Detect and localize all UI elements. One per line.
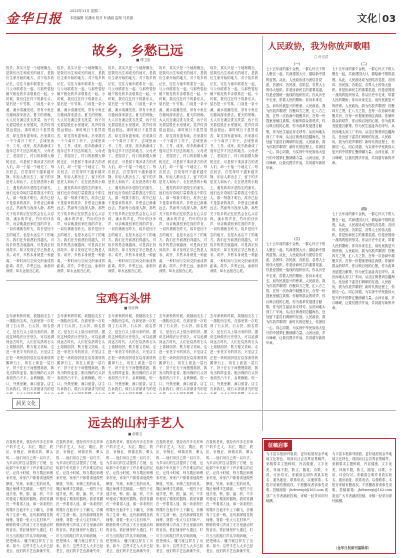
notice-title: 征稿启事	[264, 440, 292, 451]
article-body-hometown-col2: 故乡，其实只是一个地理概念，是我们出生和成长的地方，是我们生命开始的地方。对于故乡的记忆，往往与童年联系在一起，与父母联系在一起，与那些曾经朝夕相处的乡亲联系在一起。小时候，我们住在村子的最东头，屋后是一片竹林，门前是一条小溪，溪水清澈见底，常有小鱼在石缝间游来游去。夏天的傍晚，大人们在溪边洗衣洗菜，孩子们光着屁股在水里嬉戏，笑声传得很远很远。那时候日子虽然清苦，却过得有滋有味。后来我们一个个离开了村子，去城里读书、工作、成家，故乡渐渐成了逢年过节才回去的地方。父母老了，老屋旧了，村口的那棵大樟树还在，可是树下乘凉讲古的老人们，却一个接一个地走了。每次回去，总觉得村子越来越安静，年轻人都出去了，留下的多是老人和孩子。走在熟悉的小路上，遇见的却多是陌生的面孔，他们也好奇地打量着我这个陌生人。那一刻我才明白，故乡已经不是原来的故乡，乡愁也已渐渐远去。然而每当夜深人静，那些关于故乡的记忆依然会在心头浮现，溪水的声音，竹叶的沙沙声，母亲唤我回家吃饭的声音，一切仿佛就在昨天。故乡是回不去的地方，也是永远忘不了的地方。我们在外面漂泊得越久，对故乡的思念就越深，可是真正回到故乡，却又发现它早已物是人非。或许，乡愁本身就是一种距离，一种时间与空间交织而成的距离。故乡，乡愁已远，而那份深情，却永远留在心底。	[57, 66, 105, 273]
issue-date	[70, 8, 101, 13]
notice-body-col2: 为丰富本报副刊版面，更好地展现金华地域文化特色，现面向社会各界征集稿件。来稿要求主题鲜明，内容健康，文字优美，体裁不限，散文、随笔、诗歌、小说、评论均可。来稿请注明作者真实姓名、通讯地址、联系电话，以便联系。本报对来稿有删改权，不愿删改者请事先说明。投稿邮箱：jhrbwenyi@163.com 欢迎广大作者踊跃投稿，来稿一经采用即付稿酬。	[332, 452, 392, 503]
row-divider-2	[6, 410, 396, 411]
poem-text-4: 七十五年前的那个金秋，一群心怀天下的人聚在一起，共商建国大计，描绘新中国的蓝图。从此，人民政协成为团结各党派、各团体、各民族、各阶层、各界人士的伟大组织。你是协商民主的重要渠道，你是爱国统一战线的组织形式。你从历史中走来，带着人民的期盼；你向未来走去，肩负民族复兴的使命。人民政协，我为你放声歌唱！你聚四方之贤，汇八方之智，在每一次协商中凝聚共识，在每一份提案里倾注真情。你倾听群众的呼声，你反映百姓的心愿，你为改革发展建言献策，你为民生福祉奔走呼号。从田间地头到工厂车间，从社区街巷到边疆海岛，处处留下委员们调研的足迹。人民政协，我为你放声歌唱！新时代的征程上，你团结一心，同心同德，为实现中华民族伟大复兴的中国梦汇聚磅礴力量。山河壮丽，岁月峥嵘，让我们携手并肩，共同谱写新的华章。	[332, 212, 395, 311]
row-divider	[6, 280, 258, 281]
article-body-artisans-col4: 在我的老家，曾经有许多走村串户的手艺人，木匠、篾匠、铁匠、补锅匠、弹棉花的、剃头的……他们用自己的一双巧手，为乡亲们的生活提供了方便，也给那个年代留下了许多难忘的记忆。记得小时候，每当篾匠师傅来村里，家家户户都要请他做些箩筐、竹席、米筛之类的用具。篾匠师傅手艺精湛，一根竹子在他手里，劈、削、编、织，不多时便成了精美的器物。我常常蹲在一旁看得入迷，那一条条细长的篾片在他手中上下翻飞，仿佛有了生命一般。还有那弹棉花的师傅，背着一张大弓走村串户，嘭嘭的弹弓声成了冬日里最动听的音乐。铁匠铺里炉火通红，叮叮当当的敲打声从早响到晚，一把把锄头、镰刀就这样打了出来。如今，这些手艺人大多已经老去，他们的手艺也渐渐失传，	[156, 440, 203, 554]
article-body-stone-cake-col5: 去年深秋的时候，我随朋友去了一趟陕西宝鸡，在那里第一次吃到了石头饼。石头饼，顾名思义，是在石头上烙出来的饼。据说这种做法历史悠久，可以追溯到远古时代，人们在烧热的石头上烙制面饼，既方便又美味。走进一家老字号的饼店，只见店主正把一块块面饼放在烧得滚烫的鹅卵石上，再在上面盖一层石子，饼子在石子间慢慢烙熟，散发出阵阵麦香。刚出锅的石头饼表面凹凸不平，金黄酥脆，咬一口，外焦里嫩，满口留香。店主告诉我们，做石头饼最讲究的是	[210, 314, 258, 391]
byline-cppcc: □ 叶宗洪	[314, 55, 329, 59]
byline-artisans: ■ 俞敏玉	[128, 432, 143, 436]
poem-column-1	[266, 62, 328, 427]
column-tag: 洞见文化	[12, 398, 40, 409]
stanza-heading-3: （三）	[292, 237, 302, 242]
article-body-stone-cake-col3: 去年深秋的时候，我随朋友去了一趟陕西宝鸡，在那里第一次吃到了石头饼。石头饼，顾名思义，是在石头上烙出来的饼。据说这种做法历史悠久，可以追溯到远古时代，人们在烧热的石头上烙制面饼，既方便又美味。走进一家老字号的饼店，只见店主正把一块块面饼放在烧得滚烫的鹅卵石上，再在上面盖一层石子，饼子在石子间慢慢烙熟，散发出阵阵麦香。刚出锅的石头饼表面凹凸不平，金黄酥脆，咬一口，外焦里嫩，满口留香。店主告诉我们，做石头饼最讲究的是	[108, 314, 156, 391]
article-body-stone-cake-col2: 去年深秋的时候，我随朋友去了一趟陕西宝鸡，在那里第一次吃到了石头饼。石头饼，顾名思义，是在石头上烙出来的饼。据说这种做法历史悠久，可以追溯到远古时代，人们在烧热的石头上烙制面饼，既方便又美味。走进一家老字号的饼店，只见店主正把一块块面饼放在烧得滚烫的鹅卵石上，再在上面盖一层石子，饼子在石子间慢慢烙熟，散发出阵阵麦香。刚出锅的石头饼表面凹凸不平，金黄酥脆，咬一口，外焦里嫩，满口留香。店主告诉我们，做石头饼最讲究的是	[57, 314, 105, 391]
article-body-hometown-col5: 故乡，其实只是一个地理概念，是我们出生和成长的地方，是我们生命开始的地方。对于故乡的记忆，往往与童年联系在一起，与父母联系在一起，与那些曾经朝夕相处的乡亲联系在一起。小时候，我们住在村子的最东头，屋后是一片竹林，门前是一条小溪，溪水清澈见底，常有小鱼在石缝间游来游去。夏天的傍晚，大人们在溪边洗衣洗菜，孩子们光着屁股在水里嬉戏，笑声传得很远很远。那时候日子虽然清苦，却过得有滋有味。后来我们一个个离开了村子，去城里读书、工作、成家，故乡渐渐成了逢年过节才回去的地方。父母老了，老屋旧了，村口的那棵大樟树还在，可是树下乘凉讲古的老人们，却一个接一个地走了。每次回去，总觉得村子越来越安静，年轻人都出去了，留下的多是老人和孩子。走在熟悉的小路上，遇见的却多是陌生的面孔，他们也好奇地打量着我这个陌生人。那一刻我才明白，故乡已经不是原来的故乡，乡愁也已渐渐远去。然而每当夜深人静，那些关于故乡的记忆依然会在心头浮现，溪水的声音，竹叶的沙沙声，母亲唤我回家吃饭的声音，一切仿佛就在昨天。故乡是回不去的地方，也是永远忘不了的地方。我们在外面漂泊得越久，对故乡的思念就越深，可是真正回到故乡，却又发现它早已物是人非。或许，乡愁本身就是一种距离，一种时间与空间交织而成的距离。故乡，乡愁已远，而那份深情，却永远留在心底。	[210, 66, 258, 273]
article-body-stone-cake-col4: 去年深秋的时候，我随朋友去了一趟陕西宝鸡，在那里第一次吃到了石头饼。石头饼，顾名思义，是在石头上烙出来的饼。据说这种做法历史悠久，可以追溯到远古时代，人们在烧热的石头上烙制面饼，既方便又美味。走进一家老字号的饼店，只见店主正把一块块面饼放在烧得滚烫的鹅卵石上，再在上面盖一层石子，饼子在石子间慢慢烙熟，散发出阵阵麦香。刚出锅的石头饼表面凹凸不平，金黄酥脆，咬一口，外焦里嫩，满口留香。店主告诉我们，做石头饼最讲究的是	[159, 314, 207, 391]
stanza-heading-2: （二）	[359, 62, 369, 66]
article-body-hometown-col1: 故乡，其实只是一个地理概念，是我们出生和成长的地方，是我们生命开始的地方。对于故乡的记忆，往往与童年联系在一起，与父母联系在一起，与那些曾经朝夕相处的乡亲联系在一起。小时候，我们住在村子的最东头，屋后是一片竹林，门前是一条小溪，溪水清澈见底，常有小鱼在石缝间游来游去。夏天的傍晚，大人们在溪边洗衣洗菜，孩子们光着屁股在水里嬉戏，笑声传得很远很远。那时候日子虽然清苦，却过得有滋有味。后来我们一个个离开了村子，去城里读书、工作、成家，故乡渐渐成了逢年过节才回去的地方。父母老了，老屋旧了，村口的那棵大樟树还在，可是树下乘凉讲古的老人们，却一个接一个地走了。每次回去，总觉得村子越来越安静，年轻人都出去了，留下的多是老人和孩子。走在熟悉的小路上，遇见的却多是陌生的面孔，他们也好奇地打量着我这个陌生人。那一刻我才明白，故乡已经不是原来的故乡，乡愁也已渐渐远去。然而每当夜深人静，那些关于故乡的记忆依然会在心头浮现，溪水的声音，竹叶的沙沙声，母亲唤我回家吃饭的声音，一切仿佛就在昨天。故乡是回不去的地方，也是永远忘不了的地方。我们在外面漂泊得越久，对故乡的思念就越深，可是真正回到故乡，却又发现它早已物是人非。或许，乡愁本身就是一种距离，一种时间与空间交织而成的距离。故乡，乡愁已远，而那份深情，却永远留在心底。	[6, 66, 54, 273]
article-body-hometown-col3: 故乡，其实只是一个地理概念，是我们出生和成长的地方，是我们生命开始的地方。对于故乡的记忆，往往与童年联系在一起，与父母联系在一起，与那些曾经朝夕相处的乡亲联系在一起。小时候，我们住在村子的最东头，屋后是一片竹林，门前是一条小溪，溪水清澈见底，常有小鱼在石缝间游来游去。夏天的傍晚，大人们在溪边洗衣洗菜，孩子们光着屁股在水里嬉戏，笑声传得很远很远。那时候日子虽然清苦，却过得有滋有味。后来我们一个个离开了村子，去城里读书、工作、成家，故乡渐渐成了逢年过节才回去的地方。父母老了，老屋旧了，村口的那棵大樟树还在，可是树下乘凉讲古的老人们，却一个接一个地走了。每次回去，总觉得村子越来越安静，年轻人都出去了，留下的多是老人和孩子。走在熟悉的小路上，遇见的却多是陌生的面孔，他们也好奇地打量着我这个陌生人。那一刻我才明白，故乡已经不是原来的故乡，乡愁也已渐渐远去。然而每当夜深人静，那些关于故乡的记忆依然会在心头浮现，溪水的声音，竹叶的沙沙声，母亲唤我回家吃饭的声音，一切仿佛就在昨天。故乡是回不去的地方，也是永远忘不了的地方。我们在外面漂泊得越久，对故乡的思念就越深，可是真正回到故乡，却又发现它早已物是人非。或许，乡愁本身就是一种距离，一种时间与空间交织而成的距离。故乡，乡愁已远，而那份深情，却永远留在心底。	[108, 66, 156, 273]
section-label	[357, 10, 396, 25]
section-name: 文化	[357, 14, 378, 25]
article-body-hometown-col4: 故乡，其实只是一个地理概念，是我们出生和成长的地方，是我们生命开始的地方。对于故乡的记忆，往往与童年联系在一起，与父母联系在一起，与那些曾经朝夕相处的乡亲联系在一起。小时候，我们住在村子的最东头，屋后是一片竹林，门前是一条小溪，溪水清澈见底，常有小鱼在石缝间游来游去。夏天的傍晚，大人们在溪边洗衣洗菜，孩子们光着屁股在水里嬉戏，笑声传得很远很远。那时候日子虽然清苦，却过得有滋有味。后来我们一个个离开了村子，去城里读书、工作、成家，故乡渐渐成了逢年过节才回去的地方。父母老了，老屋旧了，村口的那棵大樟树还在，可是树下乘凉讲古的老人们，却一个接一个地走了。每次回去，总觉得村子越来越安静，年轻人都出去了，留下的多是老人和孩子。走在熟悉的小路上，遇见的却多是陌生的面孔，他们也好奇地打量着我这个陌生人。那一刻我才明白，故乡已经不是原来的故乡，乡愁也已渐渐远去。然而每当夜深人静，那些关于故乡的记忆依然会在心头浮现，溪水的声音，竹叶的沙沙声，母亲唤我回家吃饭的声音，一切仿佛就在昨天。故乡是回不去的地方，也是永远忘不了的地方。我们在外面漂泊得越久，对故乡的思念就越深，可是真正回到故乡，却又发现它早已物是人非。或许，乡愁本身就是一种距离，一种时间与空间交织而成的距离。故乡，乡愁已远，而那份深情，却永远留在心底。	[159, 66, 207, 273]
poem-text-2: 七十五年前的那个金秋，一群心怀天下的人聚在一起，共商建国大计，描绘新中国的蓝图。从此，人民政协成为团结各党派、各团体、各民族、各阶层、各界人士的伟大组织。你是协商民主的重要渠道，你是爱国统一战线的组织形式。你从历史中走来，带着人民的期盼；你向未来走去，肩负民族复兴的使命。人民政协，我为你放声歌唱！你聚四方之贤，汇八方之智，在每一次协商中凝聚共识，在每一份提案里倾注真情。你倾听群众的呼声，你反映百姓的心愿，你为改革发展建言献策，你为民生福祉奔走呼号。从田间地头到工厂车间，从社区街巷到边疆海岛，处处留下委员们调研的足迹。人民政协，我为你放声歌唱！新时代的征程上，你团结一心，同心同德，为实现中华民族伟大复兴的中国梦汇聚磅礴力量。山河壮丽，岁月峥嵘，让我们携手并肩，共同谱写新的华章。	[332, 67, 395, 165]
weekday-text: 星期二	[90, 9, 101, 13]
stanza-heading-4: （四）	[359, 207, 369, 212]
article-body-artisans-col1: 在我的老家，曾经有许多走村串户的手艺人，木匠、篾匠、铁匠、补锅匠、弹棉花的、剃头的……他们用自己的一双巧手，为乡亲们的生活提供了方便，也给那个年代留下了许多难忘的记忆。记得小时候，每当篾匠师傅来村里，家家户户都要请他做些箩筐、竹席、米筛之类的用具。篾匠师傅手艺精湛，一根竹子在他手里，劈、削、编、织，不多时便成了精美的器物。我常常蹲在一旁看得入迷，那一条条细长的篾片在他手中上下翻飞，仿佛有了生命一般。还有那弹棉花的师傅，背着一张大弓走村串户，嘭嘭的弹弓声成了冬日里最动听的音乐。铁匠铺里炉火通红，叮叮当当的敲打声从早响到晚，一把把锄头、镰刀就这样打了出来。如今，这些手艺人大多已经老去，他们的手艺也渐渐失传，	[6, 440, 53, 554]
poem-text-3: 七十五年前的那个金秋，一群心怀天下的人聚在一起，共商建国大计，描绘新中国的蓝图。从此，人民政协成为团结各党派、各团体、各民族、各阶层、各界人士的伟大组织。你是协商民主的重要渠道，你是爱国统一战线的组织形式。你从历史中走来，带着人民的期盼；你向未来走去，肩负民族复兴的使命。人民政协，我为你放声歌唱！你聚四方之贤，汇八方之智，在每一次协商中凝聚共识，在每一份提案里倾注真情。你倾听群众的呼声，你反映百姓的心愿，你为改革发展建言献策，你为民生福祉奔走呼号。从田间地头到工厂车间，从社区街巷到边疆海岛，处处留下委员们调研的足迹。人民政协，我为你放声歌唱！新时代的征程上，你团结一心，同心同德，为实现中华民族伟大复兴的中国梦汇聚磅礴力量。山河壮丽，岁月峥嵘，让我们携手并肩，共同谱写新的华章。	[266, 242, 326, 346]
notice-footer: （金华日报副刊编辑部）	[334, 546, 372, 550]
article-title-hometown: 故乡，乡愁已远	[92, 44, 184, 59]
stanza-heading-1: （一）	[292, 62, 302, 66]
byline-hometown: ■ 傅卫星	[136, 58, 151, 62]
newspaper-logo: 金华日报	[6, 12, 63, 27]
poem-text-1: 七十五年前的那个金秋，一群心怀天下的人聚在一起，共商建国大计，描绘新中国的蓝图。从此，人民政协成为团结各党派、各团体、各民族、各阶层、各界人士的伟大组织。你是协商民主的重要渠道，你是爱国统一战线的组织形式。你从历史中走来，带着人民的期盼；你向未来走去，肩负民族复兴的使命。人民政协，我为你放声歌唱！你聚四方之贤，汇八方之智，在每一次协商中凝聚共识，在每一份提案里倾注真情。你倾听群众的呼声，你反映百姓的心愿，你为改革发展建言献策，你为民生福祉奔走呼号。从田间地头到工厂车间，从社区街巷到边疆海岛，处处留下委员们调研的足迹。人民政协，我为你放声歌唱！新时代的征程上，你团结一心，同心同德，为实现中华民族伟大复兴的中国梦汇聚磅礴力量。山河壮丽，岁月峥嵘，让我们携手并肩，共同谱写新的华章。	[266, 67, 326, 171]
column-divider	[262, 36, 263, 431]
article-body-artisans-col5: 在我的老家，曾经有许多走村串户的手艺人，木匠、篾匠、铁匠、补锅匠、弹棉花的、剃头的……他们用自己的一双巧手，为乡亲们的生活提供了方便，也给那个年代留下了许多难忘的记忆。记得小时候，每当篾匠师傅来村里，家家户户都要请他做些箩筐、竹席、米筛之类的用具。篾匠师傅手艺精湛，一根竹子在他手里，劈、削、编、织，不多时便成了精美的器物。我常常蹲在一旁看得入迷，那一条条细长的篾片在他手中上下翻飞，仿佛有了生命一般。还有那弹棉花的师傅，背着一张大弓走村串户，嘭嘭的弹弓声成了冬日里最动听的音乐。铁匠铺里炉火通红，叮叮当当的敲打声从早响到晚，一把把锄头、镰刀就这样打了出来。如今，这些手艺人大多已经老去，他们的手艺也渐渐失传，	[206, 440, 253, 554]
date-text: 2023年11月	[70, 9, 90, 13]
article-body-artisans-col3: 在我的老家，曾经有许多走村串户的手艺人，木匠、篾匠、铁匠、补锅匠、弹棉花的、剃头的……他们用自己的一双巧手，为乡亲们的生活提供了方便，也给那个年代留下了许多难忘的记忆。记得小时候，每当篾匠师傅来村里，家家户户都要请他做些箩筐、竹席、米筛之类的用具。篾匠师傅手艺精湛，一根竹子在他手里，劈、削、编、织，不多时便成了精美的器物。我常常蹲在一旁看得入迷，那一条条细长的篾片在他手中上下翻飞，仿佛有了生命一般。还有那弹棉花的师傅，背着一张大弓走村串户，嘭嘭的弹弓声成了冬日里最动听的音乐。铁匠铺里炉火通红，叮叮当当的敲打声从早响到晚，一把把锄头、镰刀就这样打了出来。如今，这些手艺人大多已经老去，他们的手艺也渐渐失传，	[106, 440, 153, 554]
notice-body-col1: 为丰富本报副刊版面，更好地展现金华地域文化特色，现面向社会各界征集稿件。来稿要求主题鲜明，内容健康，文字优美，体裁不限，散文、随笔、诗歌、小说、评论均可。来稿请注明作者真实姓名、通讯地址、联系电话，以便联系。本报对来稿有删改权，不愿删改者请事先说明。投稿邮箱：jhrbwenyi@163.com 欢迎广大作者踊跃投稿，来稿一经采用即付稿酬。	[266, 452, 328, 503]
article-title-stone-cake: 宝鸡石头饼	[96, 292, 151, 305]
masthead	[6, 4, 396, 34]
article-title-artisans: 远去的山村手艺人	[88, 416, 185, 430]
article-body-artisans-col2: 在我的老家，曾经有许多走村串户的手艺人，木匠、篾匠、铁匠、补锅匠、弹棉花的、剃头的……他们用自己的一双巧手，为乡亲们的生活提供了方便，也给那个年代留下了许多难忘的记忆。记得小时候，每当篾匠师傅来村里，家家户户都要请他做些箩筐、竹席、米筛之类的用具。篾匠师傅手艺精湛，一根竹子在他手里，劈、削、编、织，不多时便成了精美的器物。我常常蹲在一旁看得入迷，那一条条细长的篾片在他手中上下翻飞，仿佛有了生命一般。还有那弹棉花的师傅，背着一张大弓走村串户，嘭嘭的弹弓声成了冬日里最动听的音乐。铁匠铺里炉火通红，叮叮当当的敲打声从早响到晚，一把把锄头、镰刀就这样打了出来。如今，这些手艺人大多已经老去，他们的手艺也渐渐失传，	[56, 440, 103, 554]
section-divider	[379, 13, 380, 23]
byline-stone-cake: ■ 杨乐梅	[124, 306, 139, 310]
page-number: 03	[382, 14, 396, 25]
article-title-cppcc: 人民政协，我为你放声歌唱	[268, 42, 371, 52]
poem-column-2	[332, 62, 396, 427]
article-body-stone-cake-col1: 去年深秋的时候，我随朋友去了一趟陕西宝鸡，在那里第一次吃到了石头饼。石头饼，顾名思义，是在石头上烙出来的饼。据说这种做法历史悠久，可以追溯到远古时代，人们在烧热的石头上烙制面饼，既方便又美味。走进一家老字号的饼店，只见店主正把一块块面饼放在烧得滚烫的鹅卵石上，再在上面盖一层石子，饼子在石子间慢慢烙熟，散发出阵阵麦香。刚出锅的石头饼表面凹凸不平，金黄酥脆，咬一口，外焦里嫩，满口留香。店主告诉我们，做石头饼最讲究的是	[6, 314, 54, 391]
staff-credits: 本版编辑 吴潇雨 校对 叶涵丽 监制 马美丽	[70, 16, 134, 20]
